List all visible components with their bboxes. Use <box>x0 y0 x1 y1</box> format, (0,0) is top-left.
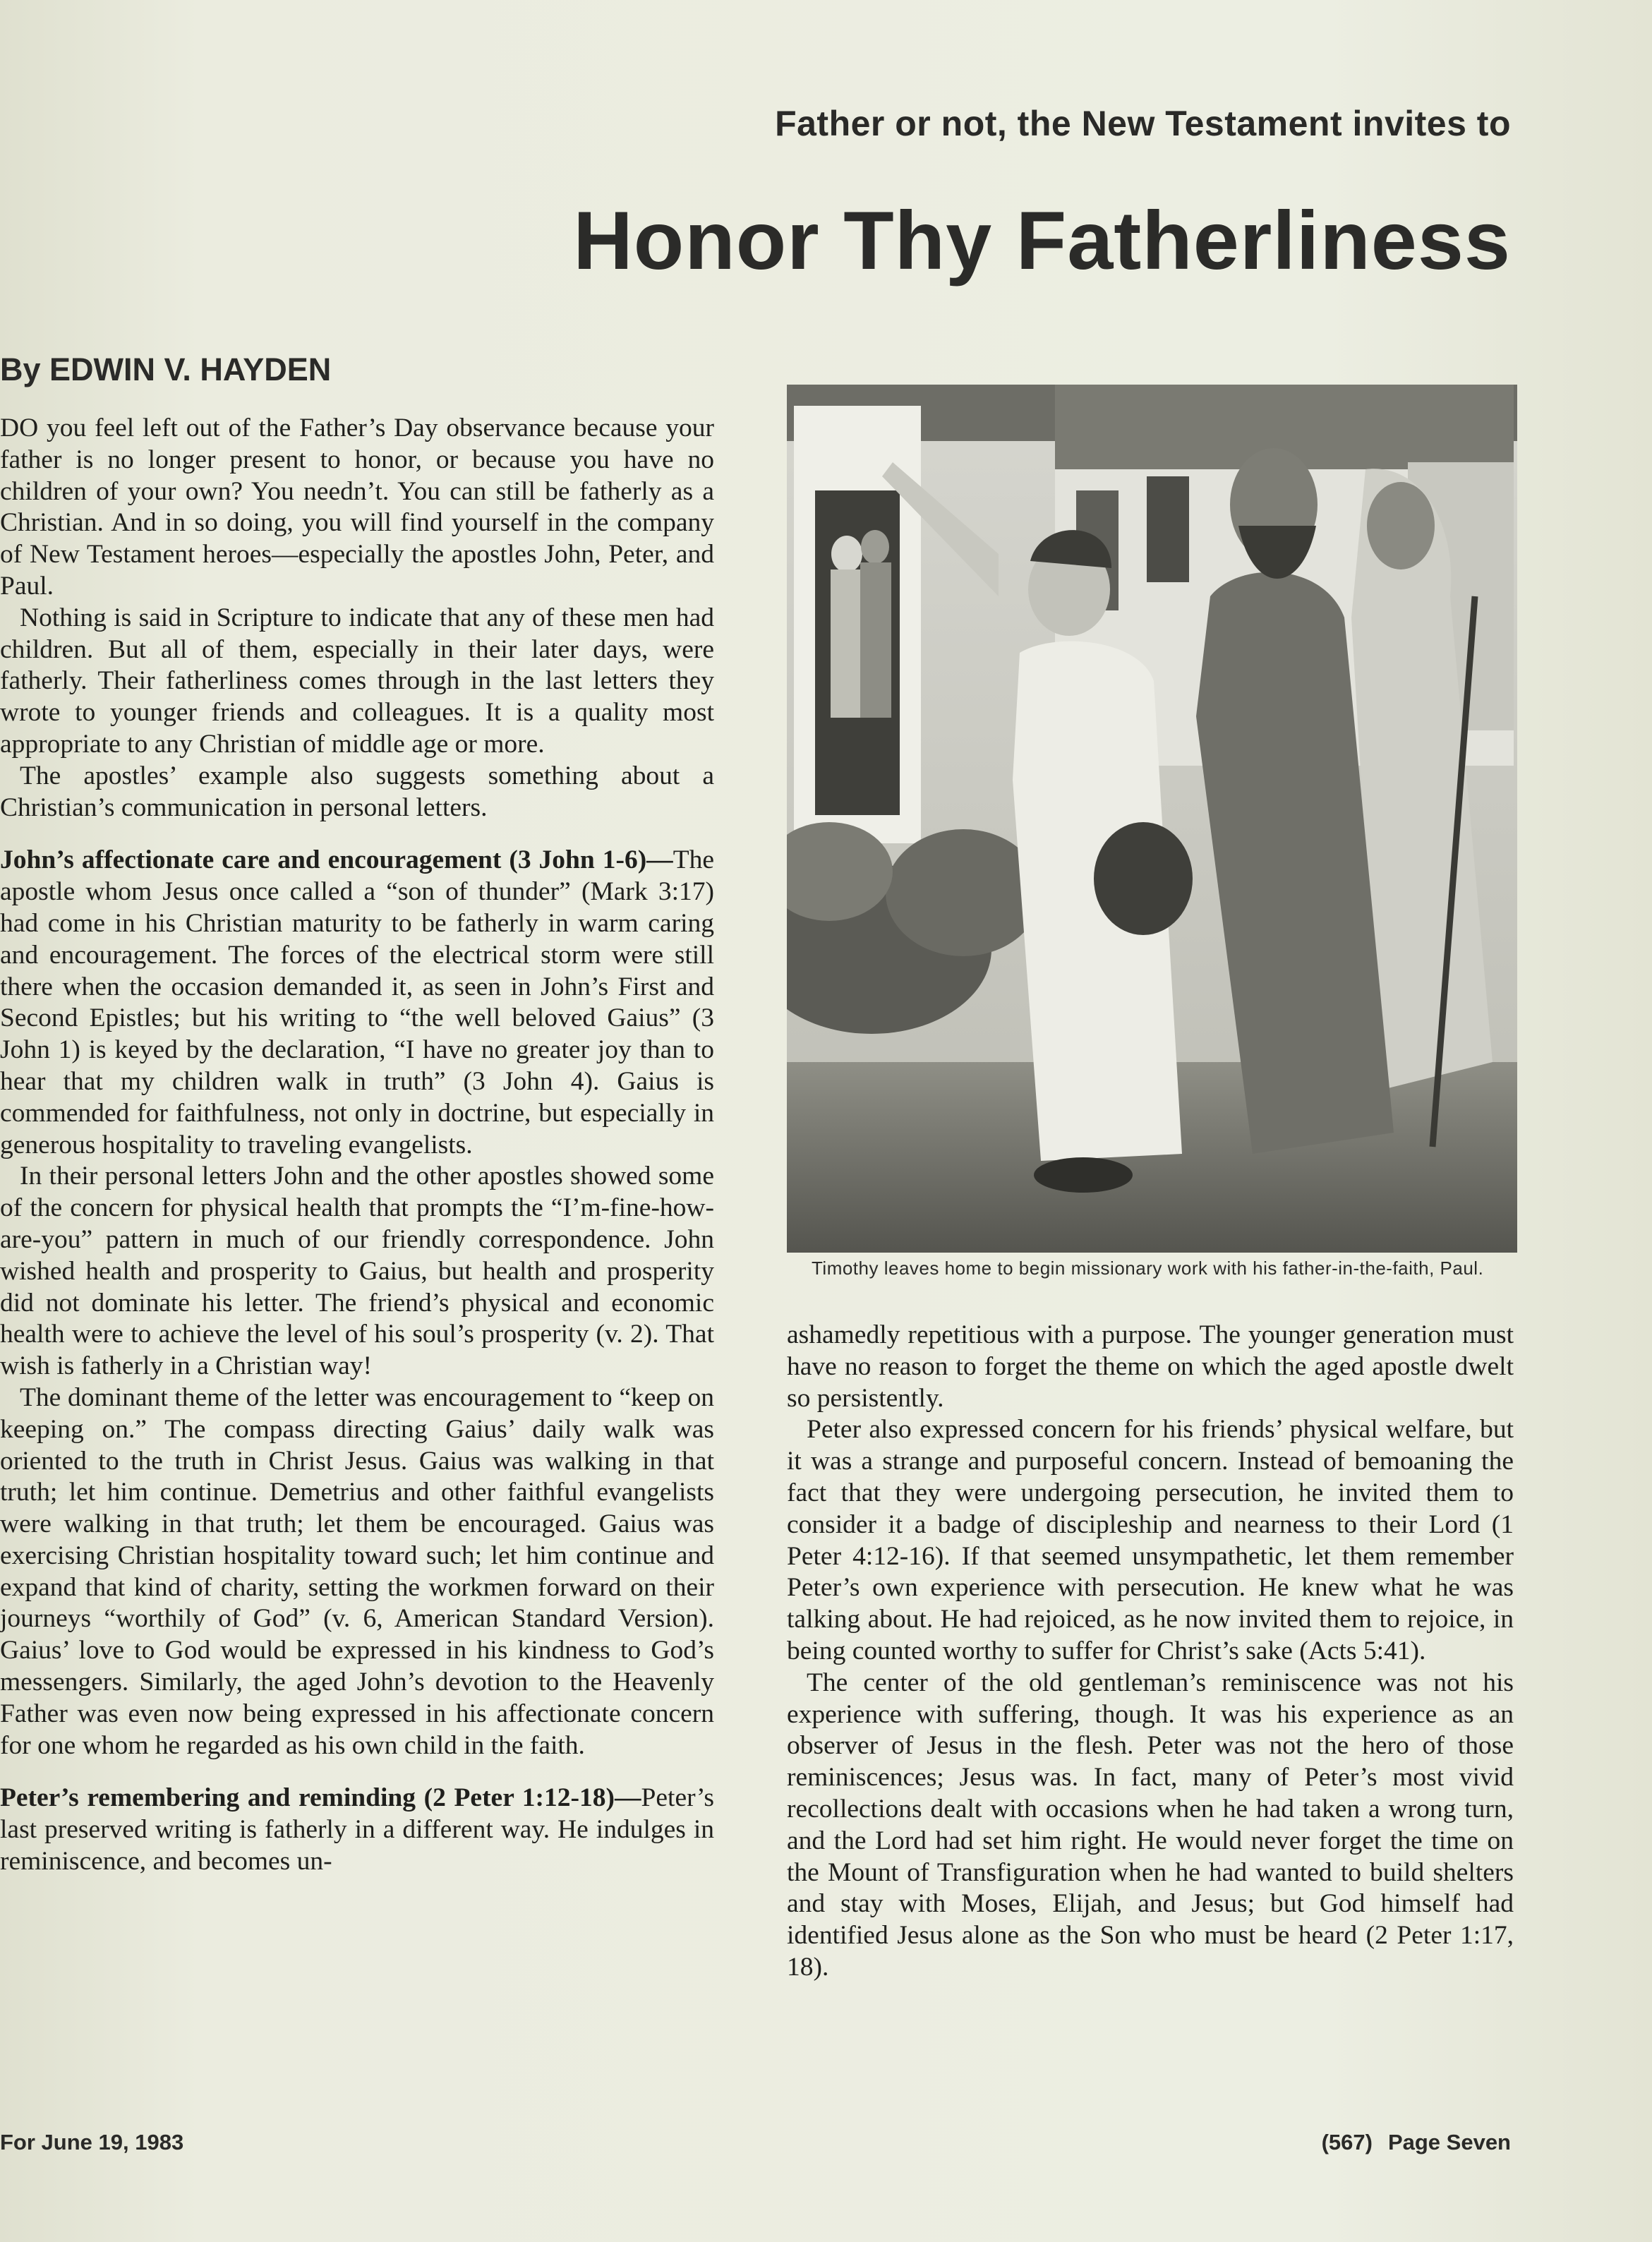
issue-date: For June 19, 1983 <box>0 2130 184 2154</box>
body-paragraph: In their personal letters John and the other apostles showed some of the concern for physical health that prompts the “I’m-fine-how-are-you” pattern in much of our friendly correspondence. John wished health and prosperity to Gaius, but health and prosperity did not dominate his letter. The friend’s physical and economic health were to achieve the level of his soul’s prosperity (v. 2). That wish is fatherly in a Christian way! <box>0 1162 714 1381</box>
issue-number: (567) <box>1321 2130 1373 2154</box>
section-paragraph <box>0 845 714 1161</box>
body-paragraph: The apostles’ example also suggests something about a Christian’s communication in personal letters. <box>0 761 714 822</box>
body-paragraph: ashamedly repetitious with a purpose. The younger generation must have no reason to forget the theme on which the aged apostle dwelt so persistently. <box>787 1320 1514 1413</box>
page-number <box>1306 2130 1511 2155</box>
section-heading: John’s affectionate care and encouragement (3 John 1-6)— <box>0 845 673 875</box>
illustration-artwork <box>787 385 1517 1253</box>
illustration <box>787 385 1517 1253</box>
article-kicker: Father or not, the New Testament invites to <box>775 104 1511 143</box>
body-paragraph: DO you feel left out of the Father’s Day observance because your father is no longer present to honor, or because you have no children of your own? You needn’t. You can still be fatherly as a Christian. And in so doing, you will find yourself in the company of New Testament heroes—especially the apostles John, Peter, and Paul. <box>0 414 714 601</box>
illustration-caption: Timothy leaves home to begin missionary work with his father-in-the-faith, Paul. <box>812 1258 1484 1279</box>
body-paragraph: Nothing is said in Scripture to indicate that any of these men had children. But all of them, especially in their later days, were fatherly. Their fatherliness comes through in the last letters they wrote to younger friends and colleagues. It is a quality most appropriate to any Christian of middle age or more. <box>0 603 714 759</box>
right-column <box>787 1320 1514 1984</box>
body-paragraph: Peter also expressed concern for his friends’ physical welfare, but it was a strange and purposeful concern. Instead of bemoaning the fact that they were undergoing persecution, he invited them to consider it a badge of discipleship and nearness to their Lord (1 Peter 4:12-16). If that seemed unsympathetic, let them remember Peter’s own experience with persecution. He knew what he was talking about. He had rejoiced, as he now invited them to rejoice, in being counted worthy to suffer for Christ’s sake (Acts 5:41). <box>787 1415 1514 1665</box>
left-column <box>0 413 714 1878</box>
section-text: The apostle whom Jesus once called a “son of thunder” (Mark 3:17) had come in his Christian maturity to be fatherly in warm caring and encouragement. The forces of the electrical storm were still there when the occasion demanded it, as seen in John’s First and Second Epistles; but his writing to “the well beloved Gaius” (3 John 1) is keyed by the declaration, “I have no greater joy than to hear that my children walk in truth” (3 John 4). Gaius is commended for faithfulness, not only in doctrine, but especially in generous hospitality to traveling evangelists. <box>0 845 714 1159</box>
page-label: Page Seven <box>1387 2130 1511 2154</box>
body-paragraph: The center of the old gentleman’s reminiscence was not his experience with suffering, though. It was his experience as an observer of Jesus in the flesh. Peter was not the hero of those reminiscences; Jesus was. In fact, many of Peter’s most vivid recollections dealt with occasions when he had taken a wrong turn, and the Lord had set him right. He would never forget the time on the Mount of Transfiguration when he had wanted to build shelters and stay with Moses, Elijah, and Jesus; but God himself had identified Jesus alone as the Son who must be heard (2 Peter 1:17, 18). <box>787 1668 1514 1982</box>
section-text: Peter’s last preserved writing is fatherly in a different way. He indulges in reminiscence, and becomes un- <box>0 1783 714 1876</box>
section-paragraph <box>0 1783 714 1877</box>
byline: By EDWIN V. HAYDEN <box>0 351 332 387</box>
article-title: Honor Thy Fatherliness <box>573 194 1511 287</box>
body-paragraph: The dominant theme of the letter was encouragement to “keep on keeping on.” The compass directing Gaius’ daily walk was oriented to the truth in Christ Jesus. Gaius was walking in that truth; let him continue. Demetrius and other faithful evangelists were walking in that truth; let them be encouraged. Gaius was exercising Christian hospitality toward such; let him continue and expand that kind of charity, setting the workmen forward on their journeys “worthily of God” (v. 6, American Standard Version). Gaius’ love to God would be expressed in his kindness to God’s messengers. Similarly, the aged John’s devotion to the Heavenly Father was even now being expressed in his affectionate concern for one whom he regarded as his own child in the faith. <box>0 1382 714 1760</box>
section-heading: Peter’s remembering and reminding (2 Peter 1:12-18)— <box>0 1783 641 1813</box>
mother-figures <box>831 530 891 718</box>
